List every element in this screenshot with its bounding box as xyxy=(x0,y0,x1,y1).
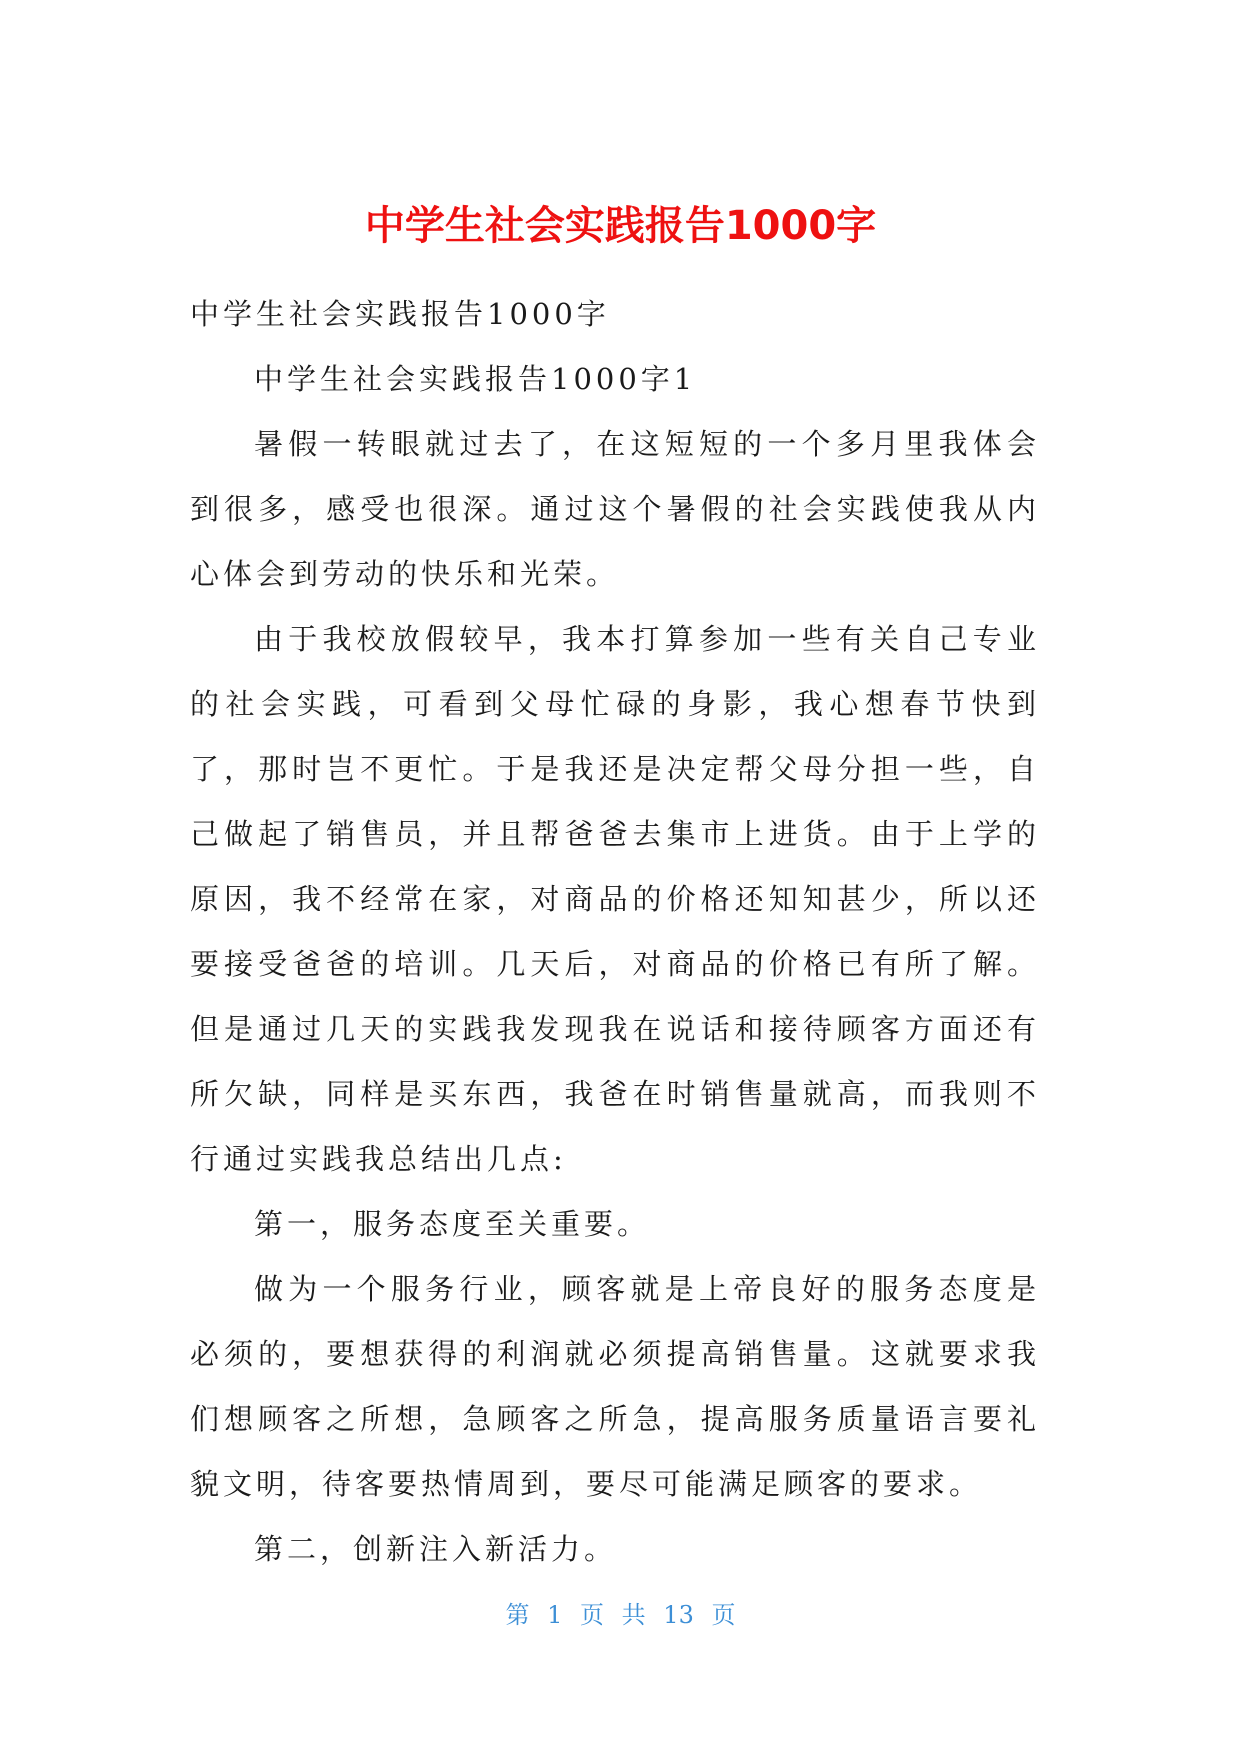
page-number-footer: 第 1 页 共 13 页 xyxy=(505,1601,736,1629)
document-title: 中学生社会实践报告1000字 xyxy=(364,203,877,249)
paragraph: 第一，服务态度至关重要。 xyxy=(254,1207,651,1241)
paragraph: 暑假一转眼就过去了，在这短短的一个多月里我体会到很多，感受也很深。通过这个暑假的社会实践使我从内心体会到劳动的快乐和光荣。 xyxy=(190,427,1040,591)
document-subtitle: 中学生社会实践报告1000字 xyxy=(190,297,610,331)
paragraph: 由于我校放假较早，我本打算参加一些有关自己专业的社会实践，可看到父母忙碌的身影，我心想春节快到了，那时岂不更忙。于是我还是决定帮父母分担一些，自己做起了销售员，并且帮爸爸去集市上进货。由于上学的原因，我不经常在家，对商品的价格还知知甚少，所以还要接受爸爸的培训。几天后，对商品的价格已有所了解。但是通过几天的实践我发现我在说话和接待顾客方面还有所欠缺，同样是买东西，我爸在时销售量就高，而我则不行通过实践我总结出几点: xyxy=(190,622,1040,1176)
section-heading: 中学生社会实践报告1000字1 xyxy=(254,362,697,396)
document-body xyxy=(190,282,1040,1582)
paragraph: 第二，创新注入新活力。 xyxy=(254,1532,618,1566)
paragraph: 做为一个服务行业，顾客就是上帝良好的服务态度是必须的，要想获得的利润就必须提高销售量。这就要求我们想顾客之所想，急顾客之所急，提高服务质量语言要礼貌文明，待客要热情周到，要尽可能满足顾客的要求。 xyxy=(190,1272,1040,1501)
